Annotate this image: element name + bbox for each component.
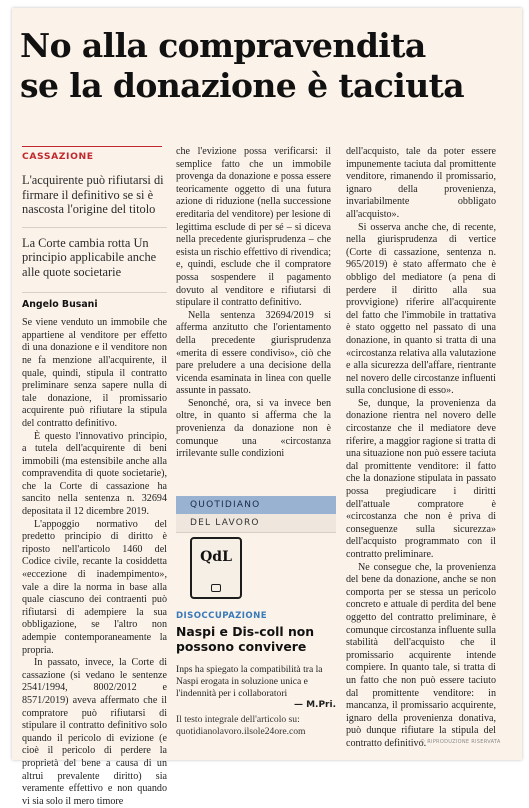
- paragraph: L'appoggio normativo del predetto principio di diritto è riposto nell'articolo 1460 del Codice civile, recante la cosiddetta «eccezione di inadempimento», vale a dire la norma in base alla quale ciascuno dei contraenti può rifiutarsi di adempiere la sua obbligazione, se l'altro non adempie contemporaneamente la propria.: [22, 518, 167, 656]
- box-article-title: Naspi e Dis-coll non possono convivere: [176, 624, 315, 654]
- paragraph: Se viene venduto un immobile che appartiene al venditore per effetto di una donazione e il venditore non ne fa menzione all'acquirente, il quale, quindi, stipula il contratto preliminare senza sapere nulla di tale donazione, il promissario acquirente può rifiutare la stipula del contratto definitivo.: [22, 317, 167, 429]
- paragraph: Ne consegue che, la provenienza del bene da donazione, anche se non comporta per se stessa un pericolo concreto e attuale di perdita del bene oggetto del contratto preliminare, è comunque circostanza influente sulla stabilità dell'acquisto che il promissario acquirente intende compiere. In quanto tale, si tratta di un fatto che non può essere taciuto dal promittente venditore: in mancanza, il promissario acquirente, ignaro della provenienza donativa, può dunque rifiutare la stipula del contratto definitivo.: [346, 561, 496, 749]
- paragraph: Senonché, ora, si va invece ben oltre, in quanto si afferma che la provenienza da donazione non è comunque una «circostanza irrilevante sulle condizioni: [176, 397, 331, 460]
- paragraph: che l'evizione possa verificarsi: il semplice fatto che un immobile provenga da donazione e possa essere teoricamente oggetto di una futura azione di riduzione (nella successione ereditaria del venditore) per lesione di legittima esclude di per sé – si diceva nella precedente giurisprudenza – che esista un rischio effettivo di rivendica; e, quindi, esclude che il compratore possa sospendere il pagamento dovuto al venditore e rifiutarsi di stipulare il contratto definitivo.: [176, 146, 331, 309]
- subheading-2: La Corte cambia rotta Un principio applicabile anche alle quote societarie: [22, 227, 167, 280]
- box-article-text: Inps ha spiegato la compatibilità tra la Naspi erogata in soluzione unica e l'indennità per i collaboratori: [176, 664, 323, 699]
- copyright-note: © RIPRODUZIONE RISERVATA: [420, 739, 501, 745]
- headline-line-2: se la donazione è taciuta: [20, 66, 465, 105]
- box-title-bar: QUOTIDIANO: [176, 496, 336, 514]
- logo-text: QdL: [200, 549, 232, 565]
- tablet-button-icon: [211, 584, 221, 592]
- box-author: — M.Pri.: [293, 700, 336, 710]
- article-headline: [20, 26, 500, 106]
- paragraph: Si osserva anche che, di recente, nella giurisprudenza di vertice (Corte di cassazione, sentenza n. 965/2019) è stato affermato che è obbligo del mediatore (a pena di perdere il diritto alla sua provvigione) riferire all'acquirente del fatto che l'immobile in trattativa è stato oggetto nel passato di una donazione, in quanto si tratta di una «circostanza relativa alla valutazione e alla sicurezza dell'affare, rientrante nel novero delle circostanze influenti sulla conclusione di esso».: [346, 221, 496, 397]
- column-2: [176, 146, 331, 461]
- headline-line-1: No alla compravendita: [20, 26, 426, 65]
- paragraph: Se, dunque, la provenienza da donazione rientra nel novero delle circostanze che il mediatore deve riferire, a maggior ragione si tratta di una situazione non può essere taciuta dal promittente venditore: il fatto che la donazione stipulata in passato possa pregiudicare i diritti dell'attuale compratore è «circostanza che non è priva di conseguenze sulla sicurezza» dell'acquisto programmato con il contratto preliminare.: [346, 397, 496, 560]
- subheading-1: L'acquirente può rifiutarsi di firmare il definitivo se si è nascosta l'origine del titolo: [22, 173, 164, 217]
- paragraph: Nella sentenza 32694/2019 si afferma anzitutto che l'orientamento della precedente giurisprudenza «merita di essere condiviso», ciò che pare preludere a una decisione della vicenda esaminata in linea con quelle assunte in passato.: [176, 309, 331, 397]
- paragraph: È questo l'innovativo principio, a tutela dell'acquirente di beni immobili (ma estensibile anche alla compravendita di quote societarie), che la Corte di cassazione ha sancito nella sentenza n. 32694 depositata il 12 dicembre 2019.: [22, 430, 167, 518]
- column-1: [22, 146, 167, 808]
- paragraph: dell'acquisto, tale da poter essere impunemente taciuta dal promittente venditore, rimanendo il promissario, ignaro della provenienza, invariabilmente obbligato all'acquisto».: [346, 146, 496, 220]
- tablet-logo-icon: [190, 537, 242, 599]
- box-link-text: Il testo integrale dell'articolo su: quotidianolavoro.ilsole24ore.com: [176, 714, 306, 737]
- paragraph: In passato, invece, la Corte di cassazione (si vedano le sentenze 2541/1994, 8002/2012 e 8571/2019) aveva affermato che il compratore può rifiutarsi di stipulare il contratto definitivo solo quando il pericolo di evizione (e cioè il pericolo di perdere la proprietà del bene a causa di un altrui prevalente diritto) sia veramente effettivo e non quando vi sia solo il mero timore: [22, 657, 167, 807]
- author-byline: Angelo Busani: [22, 292, 167, 312]
- section-kicker: CASSAZIONE: [22, 146, 162, 163]
- column-3: [346, 146, 496, 751]
- box-subtitle-bar: DEL LAVORO: [176, 514, 336, 533]
- box-kicker: DISOCCUPAZIONE: [176, 611, 267, 621]
- sidebar-box-header: [176, 496, 336, 533]
